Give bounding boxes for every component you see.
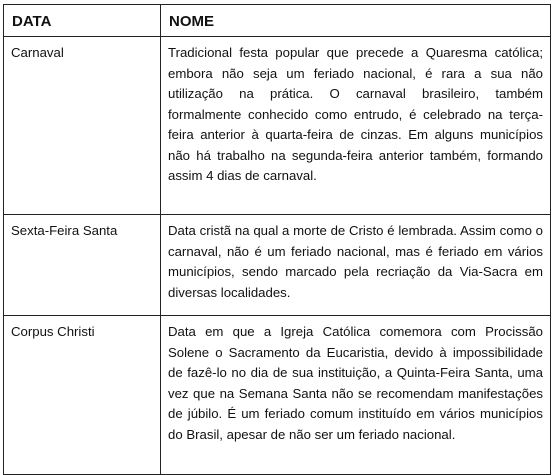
cell-nome: Data cristã na qual a morte de Cristo é lembrada. Assim como o carnaval, não é um feriado nacional, mas é feriado em vários municípios, sendo marcado pela recriação da Via-Sacra em diversas localidades.: [161, 215, 551, 316]
table-row: [4, 215, 551, 316]
holidays-table: [3, 4, 551, 475]
header-data: DATA: [4, 5, 161, 37]
cell-data: Sexta-Feira Santa: [4, 215, 161, 316]
cell-data: Corpus Christi: [4, 316, 161, 475]
header-nome: NOME: [161, 5, 551, 37]
cell-data: Carnaval: [4, 37, 161, 215]
cell-nome: Data em que a Igreja Católica comemora com Procissão Solene o Sacramento da Eucaristia, devido à impossibilidade de fazê-lo no dia de sua instituição, a Quinta-Feira Santa, uma vez que na Semana Santa não se recomendam manifestações de júbilo. É um feriado comum instituído em vários municípios do Brasil, apesar de não ser um feriado nacional.: [161, 316, 551, 475]
table-header-row: [4, 5, 551, 37]
holidays-table-container: [3, 4, 550, 475]
cell-nome: Tradicional festa popular que precede a Quaresma católica; embora não seja um feriado nacional, é rara a sua não utilização na prática. O carnaval brasileiro, também formalmente conhecido como entrudo, é celebrado na terça-feira anterior à quarta-feira de cinzas. Em alguns municípios não há trabalho na segunda-feira anterior também, formando assim 4 dias de carnaval.: [161, 37, 551, 215]
table-row: [4, 37, 551, 215]
table-row: [4, 316, 551, 475]
